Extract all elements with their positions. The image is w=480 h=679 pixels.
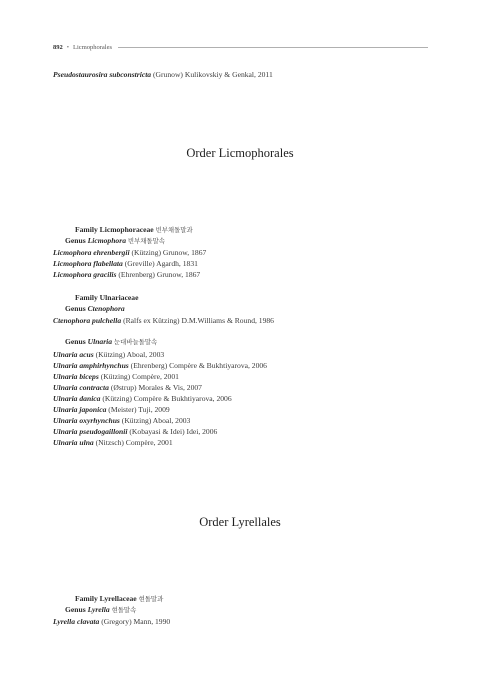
- species-author: (Kützing) Grunow, 1867: [131, 248, 207, 257]
- species-entry: [53, 350, 164, 360]
- genus-label: Genus: [65, 337, 86, 346]
- family-label: Family Licmophoraceae: [75, 225, 154, 234]
- family-label: Family Ulnariaceae: [75, 293, 139, 302]
- species-author: (Kützing) Compère & Bukhtiyarova, 2006: [102, 394, 232, 403]
- species-name: Licmophora gracilis: [53, 270, 117, 279]
- species-entry: [53, 438, 173, 448]
- species-name: Lyrella clavata: [53, 617, 100, 626]
- species-author: (Greville) Agardh, 1831: [124, 259, 198, 268]
- species-name: Pseudostaurosira subconstricta: [53, 70, 152, 79]
- species-author: (Kobayasi & Idei) Idei, 2006: [129, 427, 218, 436]
- genus-name: Ulnaria: [87, 337, 113, 346]
- header-separator: •: [66, 43, 70, 51]
- genus-label: Genus: [65, 236, 86, 245]
- species-author: (Kützing) Aboal, 2003: [95, 350, 165, 359]
- genus-heading: [65, 236, 165, 246]
- family-heading: [75, 594, 163, 604]
- species-entry: [53, 394, 232, 404]
- species-author: (Østrup) Morales & Vis, 2007: [110, 383, 202, 392]
- species-name: Ulnaria pseudogaillonii: [53, 427, 128, 436]
- species-name: Ulnaria japonica: [53, 405, 107, 414]
- genus-korean-name: 눈대바늘돌말속: [113, 338, 158, 346]
- species-name: Licmophora ehrenbergii: [53, 248, 130, 257]
- species-name: Ulnaria amphirhynchus: [53, 361, 129, 370]
- species-entry: [53, 617, 170, 627]
- species-author: (Gregory) Mann, 1990: [101, 617, 171, 626]
- family-korean-name: 현돌말과: [138, 595, 164, 603]
- genus-name: Ctenophora: [87, 304, 125, 313]
- species-author: (Kützing) Compère, 2001: [100, 372, 179, 381]
- page-number: 892: [53, 43, 63, 51]
- species-name: Ulnaria acus: [53, 350, 94, 359]
- family-korean-name: 빈부채돌말과: [155, 226, 193, 234]
- species-author: (Ehrenberg) Compère & Bukhtiyarova, 2006: [130, 361, 267, 370]
- genus-label: Genus: [65, 605, 86, 614]
- genus-name: Licmophora: [87, 236, 126, 245]
- species-entry: [53, 270, 200, 280]
- order-title: Order Licmophorales: [186, 146, 294, 160]
- species-entry: [53, 372, 179, 382]
- running-header: [53, 41, 428, 53]
- species-entry: [53, 316, 274, 326]
- genus-korean-name: 빈부채돌말속: [127, 237, 165, 245]
- species-entry: [53, 248, 206, 258]
- species-name: Ulnaria contracta: [53, 383, 109, 392]
- family-label: Family Lyrellaceae: [75, 594, 137, 603]
- species-name: Ulnaria danica: [53, 394, 101, 403]
- genus-heading: [65, 304, 125, 314]
- genus-heading: [65, 605, 136, 615]
- order-title: Order Lyrellales: [199, 515, 281, 529]
- species-entry: [53, 416, 190, 426]
- species-name: Ulnaria ulna: [53, 438, 94, 447]
- genus-name: Lyrella: [87, 605, 110, 614]
- running-title: Licmophorales: [73, 43, 113, 51]
- genus-korean-name: 현돌말속: [111, 606, 137, 614]
- species-entry: [53, 361, 267, 371]
- species-author: (Meister) Tuji, 2009: [108, 405, 170, 414]
- genus-heading: [65, 337, 157, 347]
- species-author: (Grunow) Kulikovskiy & Genkal, 2011: [153, 70, 273, 79]
- species-author: (Nitzsch) Compère, 2001: [95, 438, 173, 447]
- species-author: (Kützing) Aboal, 2003: [121, 416, 191, 425]
- header-rule: [118, 47, 428, 48]
- family-heading: [75, 293, 138, 303]
- species-author: (Ehrenberg) Grunow, 1867: [118, 270, 201, 279]
- species-name: Ulnaria biceps: [53, 372, 99, 381]
- genus-label: Genus: [65, 304, 86, 313]
- species-entry: [53, 405, 170, 415]
- species-entry: [53, 427, 217, 437]
- species-entry: [53, 70, 273, 80]
- species-name: Ctenophora pulchella: [53, 316, 122, 325]
- species-author: (Ralfs ex Kützing) D.M.Williams & Round, 1986: [123, 316, 274, 325]
- species-name: Ulnaria oxyrhynchus: [53, 416, 120, 425]
- family-heading: [75, 225, 193, 235]
- species-name: Licmophora flabellata: [53, 259, 123, 268]
- species-entry: [53, 259, 198, 269]
- species-entry: [53, 383, 202, 393]
